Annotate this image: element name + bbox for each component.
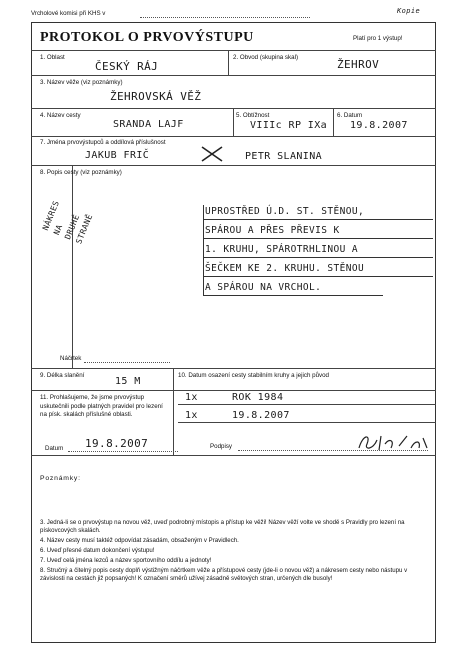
f8-underline-2 [203,238,433,239]
col-divider-2 [233,108,234,136]
f10-row-line-2 [178,422,436,423]
row-line-5 [31,165,436,166]
f8-underline-4 [203,276,433,277]
date-dotted-line [68,451,178,452]
f11-label: 11. Prohlašujeme, že jsme prvovýstup uskutečnili podle platných pravidel pro lezení na písk. skalách příslušné oblasti. [40,394,163,419]
f8-line-1: UPROSTŘED Ú.D. ST. STĚNOU, [205,206,365,217]
f8-line-5: A SPÁROU NA VRCHOL. [205,282,322,293]
col-divider-1 [228,50,229,75]
corner-mark: Kopie [397,7,421,15]
f10-row-line-1 [178,404,436,405]
note-item-7: 7. Uveď celá jména lezců a název sportovního oddílu a jednoty! [40,557,212,564]
notes-heading: Poznámky: [40,475,81,482]
f10-row-1-text: ROK 1984 [232,392,284,403]
f2-label: 2. Obvod (skupina skal) [233,54,298,61]
f1-label: 1. Oblast [40,54,65,61]
note-item-3: 3. Jedná-li se o prvovýstup na novou věž, uveď podrobný místopis a přístup ke věži! Název věží volte ve shodě s Pravidly pro lezení na pískovcových skalách. [40,519,405,534]
f1-value: ČESKÝ RÁJ [95,60,159,73]
f8-margin-note: NÁKRES NA DRUHÉ STRANĚ [40,199,95,246]
col-divider-3 [333,108,334,136]
note-item-6: 6. Uveď přesné datum dokončení výstupu! [40,547,155,554]
sketch-label: Náčrtek [60,355,82,362]
f8-left-bracket [203,205,204,295]
row-line-6 [31,368,436,369]
f6-value: 19.8.2007 [350,120,408,131]
sketch-dotted-line [84,362,170,363]
f7-value-b: PETR SLANINA [245,151,323,162]
f10-row-2-qty: 1x [185,410,198,421]
page-title: PROTOKOL O PRVOVÝSTUPU [40,30,254,45]
note-item-8: 8. Stručný a čitelný popis cesty doplň výstižným náčrtkem věže a přístupové cesty (jde-li o novou věž) a nákresem cesty nebo nástupu v závislosti na cestách již popsaných! K označení směrů užívej zásadně světových stran, určených dle busoly! [40,567,408,582]
copy-note: Platí pro 1 výstup! [353,35,403,42]
row-line-1 [31,50,436,51]
row-line-8 [31,455,436,456]
col-divider-4 [173,368,174,455]
f8-label: 8. Popis cesty (viz poznámky) [40,169,122,176]
f8-line-2: SPÁROU A PŘES PŘEVIS K [205,225,340,236]
f8-line-3: 1. KRUHU, SPÁROTRHLINOU A [205,244,358,255]
col-divider-5 [72,165,73,368]
sign-label: Podpisy [210,443,233,450]
f5-label: 5. Obtížnost [236,112,270,119]
f8-underline-3 [203,257,433,258]
note-item-4: 4. Název cesty musí taktéž odpovídat zásadám, obsaženým v Pravidlech. [40,537,239,544]
f2-value: ŽEHROV [337,58,380,71]
date-label: Datum [45,445,64,452]
f8-underline-1 [203,219,433,220]
f9-label: 9. Délka slanění [40,372,85,379]
f4-value: SRANDA LAJF [113,119,184,130]
committee-dotted-line [140,17,310,18]
f8-line-4: ŠEČKEM KE 2. KRUHU. STĚNOU [205,263,365,274]
f7-value-a: JAKUB FRIČ [85,150,150,161]
f7-label: 7. Jména prvovýstupců a oddílová příslušnost [40,139,166,146]
row-line-2 [31,75,436,76]
cross-mark-icon [200,145,224,163]
f3-label: 3. Název věže (viz poznámky) [40,79,123,86]
row-line-4 [31,136,436,137]
row-line-7 [31,390,436,391]
f4-label: 4. Název cesty [40,112,81,119]
f9-value: 15 M [115,376,141,387]
date-value: 19.8.2007 [85,437,149,450]
f6-label: 6. Datum [337,112,363,119]
f8-underline-5 [203,295,383,296]
f3-value: ŽEHROVSKÁ VĚŽ [110,90,202,103]
f10-row-2-text: 19.8.2007 [232,410,290,421]
committee-label: Vrcholové komisi při KHS v [31,10,106,17]
f10-label: 10. Datum osazení cesty stabilním kruhy a jejich původ [178,372,329,379]
f10-row-1-qty: 1x [185,392,198,403]
signature-mark [355,430,435,454]
f5-value: VIIIc RP IXa [250,120,328,131]
